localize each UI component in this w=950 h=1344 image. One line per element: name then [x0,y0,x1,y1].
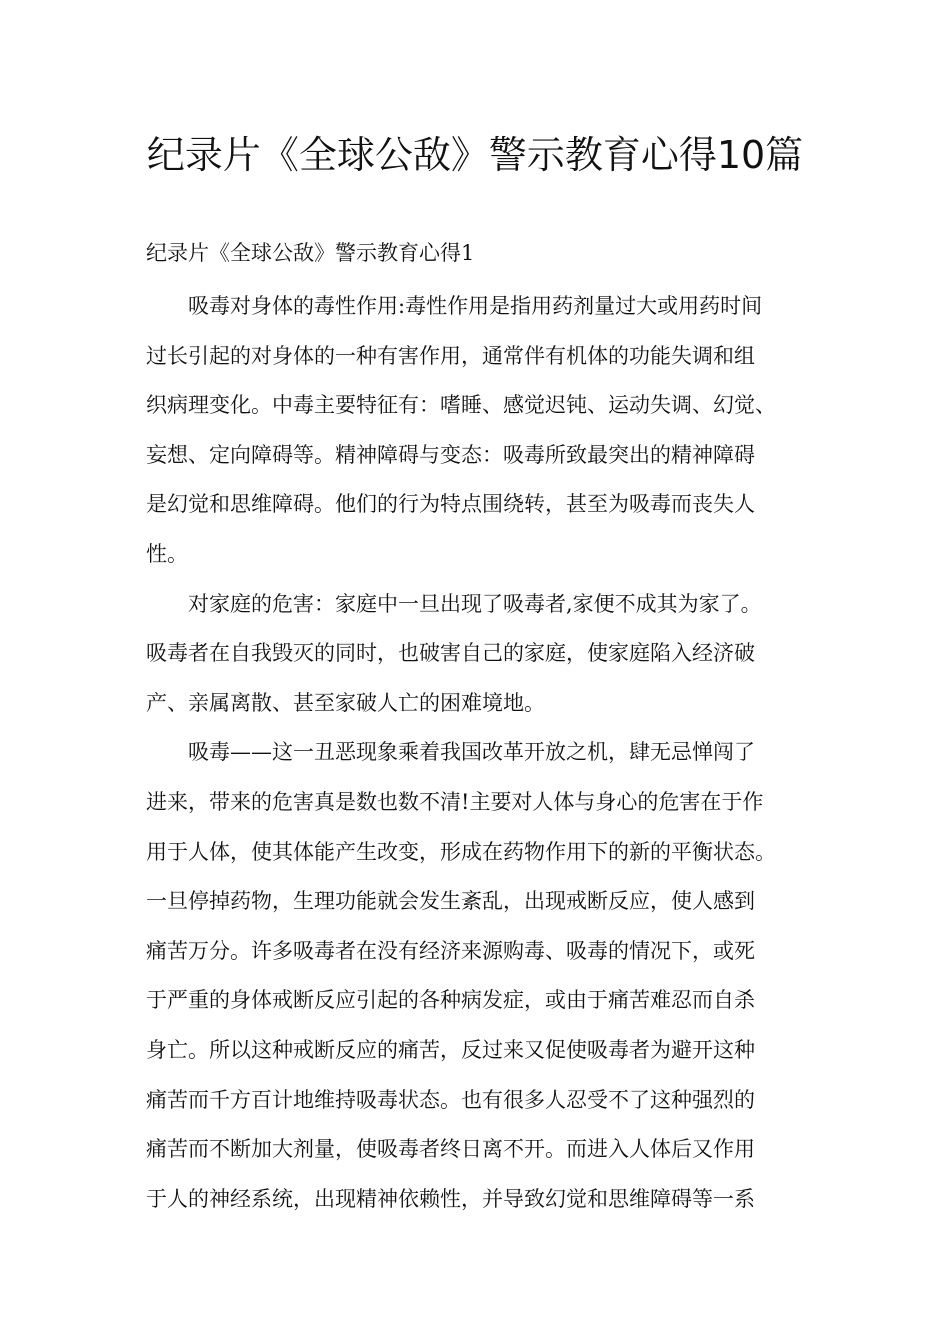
text-line: 产、亲属离散、甚至家破人亡的困难境地。 [146,690,545,715]
text-line: 痛苦万分。许多吸毒者在没有经济来源购毒、吸毒的情况下，或死 [146,938,755,963]
text-line: 痛苦而千方百计地维持吸毒状态。也有很多人忍受不了这种强烈的 [146,1087,755,1112]
body-text [146,282,822,1224]
text-line: 吸毒对身体的毒性作用:毒性作用是指用药剂量过大或用药时间 [188,294,763,318]
text-line: 一旦停掉药物，生理功能就会发生紊乱，出现戒断反应，使人感到 [146,889,755,914]
text-line: 于人的神经系统，出现精神依赖性，并导致幻觉和思维障碍等一系 [146,1186,755,1211]
text-line: 过长引起的对身体的一种有害作用，通常伴有机体的功能失调和组 [146,343,755,368]
text-line: 吸毒——这一丑恶现象乘着我国改革开放之机，肆无忌惮闯了 [188,740,755,765]
text-line: 痛苦而不断加大剂量，使吸毒者终日离不开。而进入人体后又作用 [146,1137,755,1162]
text-line: 进来，带来的危害真是数也数不清!主要对人体与身心的危害在于作 [146,789,764,814]
text-line: 性。 [146,541,188,566]
text-line: 身亡。所以这种戒断反应的痛苦，反过来又促使吸毒者为避开这种 [146,1037,755,1062]
text-line: 织病理变化。中毒主要特征有：嗜睡、感觉迟钝、运动失调、幻觉、 [146,393,776,418]
section-heading: 纪录片《全球公敌》警示教育心得1 [146,241,475,265]
text-line: 对家庭的危害：家庭中一旦出现了吸毒者,家便不成其为家了。 [188,591,762,616]
text-line: 是幻觉和思维障碍。他们的行为特点围绕转，甚至为吸毒而丧失人 [146,492,755,517]
text-line: 妄想、定向障碍等。精神障碍与变态：吸毒所致最突出的精神障碍 [146,442,755,467]
text-line: 用于人体，使其体能产生改变，形成在药物作用下的新的平衡状态。 [146,839,776,864]
document-title: 纪录片《全球公敌》警示教育心得10篇 [146,133,804,177]
text-line: 于严重的身体戒断反应引起的各种病发症，或由于痛苦难忍而自杀 [146,988,755,1013]
text-line: 吸毒者在自我毁灭的同时，也破害自己的家庭，使家庭陷入经济破 [146,641,755,666]
